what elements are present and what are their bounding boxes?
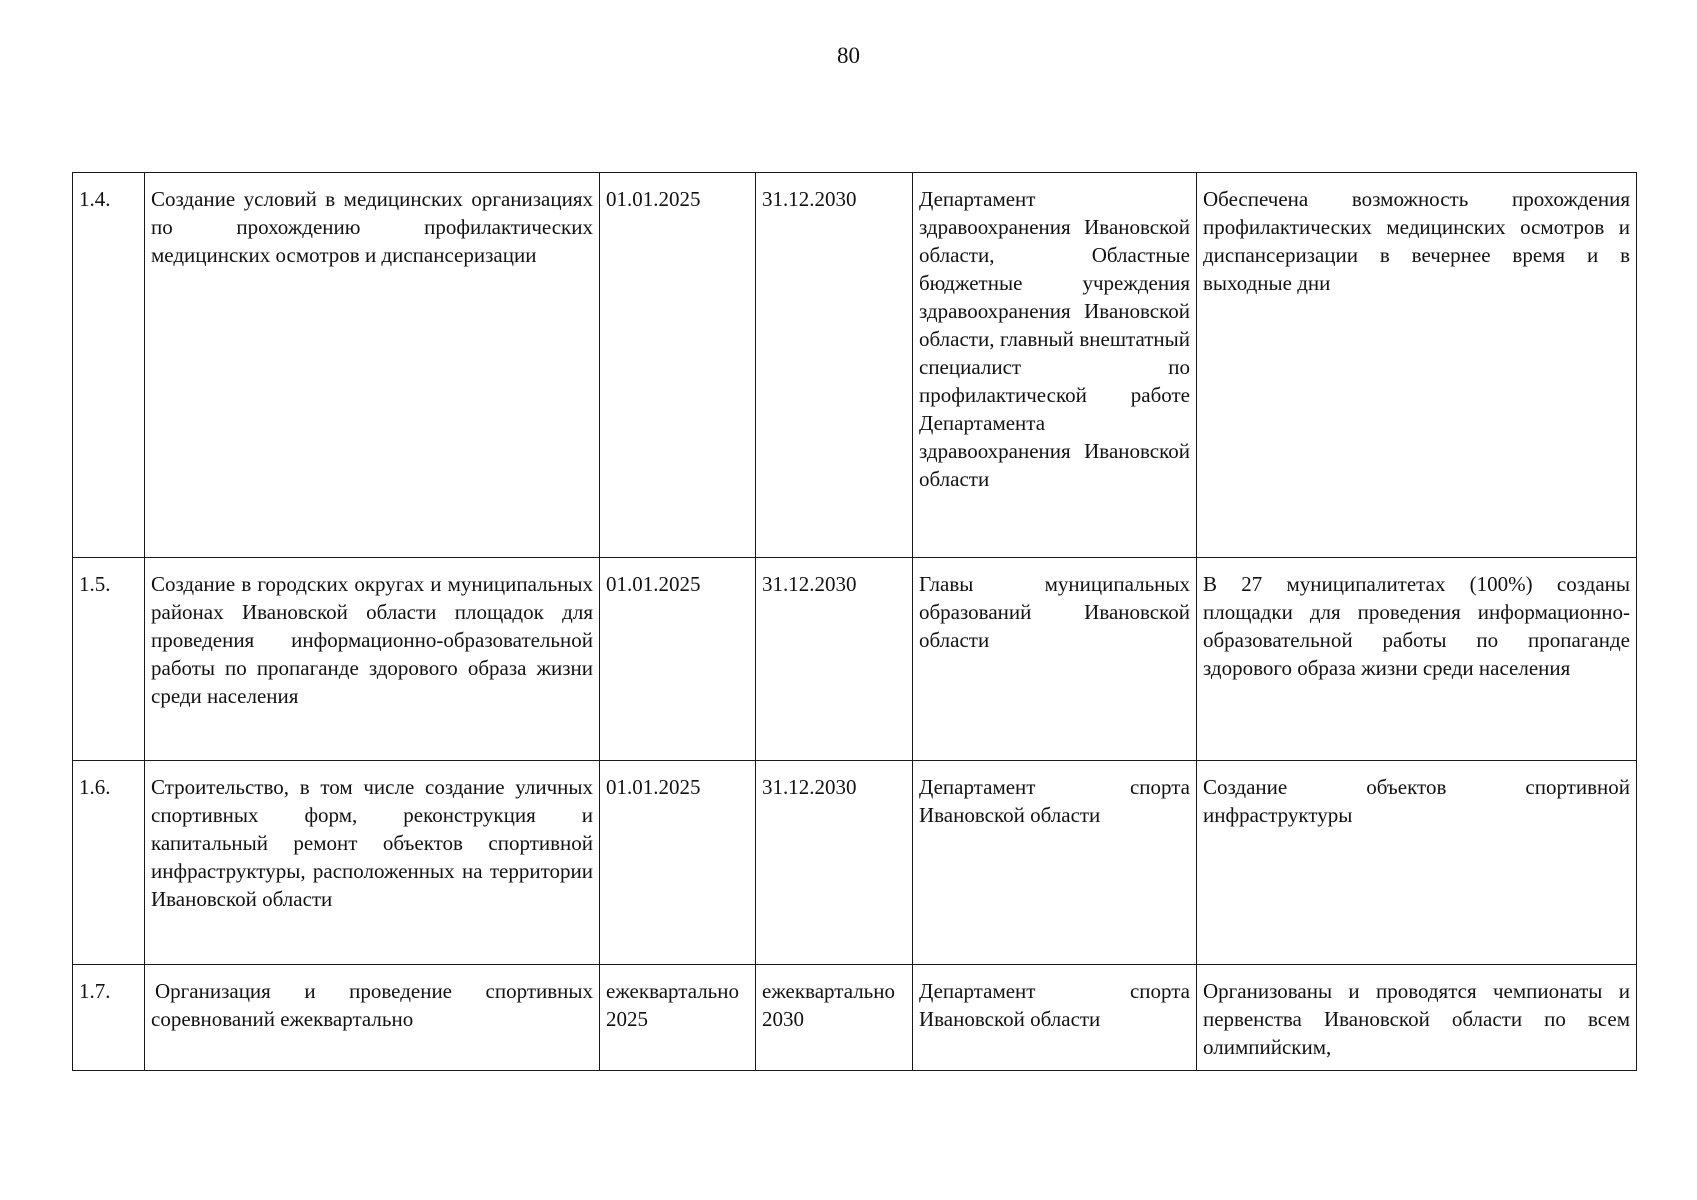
table-row bbox=[73, 965, 1637, 1071]
end-date: ежеквартально 2030 bbox=[756, 965, 913, 1071]
row-number: 1.5. bbox=[73, 558, 145, 761]
end-date: 31.12.2030 bbox=[756, 761, 913, 965]
expected-result: Обеспечена возможность прохождения профилактических медицинских осмотров и диспансеризации в вечернее время и в выходные дни bbox=[1197, 173, 1637, 558]
activities-table bbox=[72, 172, 1637, 1071]
row-number: 1.7. bbox=[73, 965, 145, 1071]
page-number: 80 bbox=[837, 43, 860, 68]
activity-name: Организация и проведение спортивных соревнований ежеквартально bbox=[145, 965, 600, 1071]
start-date: 01.01.2025 bbox=[600, 173, 756, 558]
table-row bbox=[73, 761, 1637, 965]
responsible-executor: Департамент спорта Ивановской области bbox=[913, 761, 1197, 965]
expected-result: В 27 муниципалитетах (100%) созданы площадки для проведения информационно-образовательной работы по пропаганде здорового образа жизни среди населения bbox=[1197, 558, 1637, 761]
start-date: 01.01.2025 bbox=[600, 558, 756, 761]
table-row bbox=[73, 558, 1637, 761]
end-date: 31.12.2030 bbox=[756, 173, 913, 558]
expected-result: Создание объектов спортивной инфраструктуры bbox=[1197, 761, 1637, 965]
activity-name: Создание в городских округах и муниципальных районах Ивановской области площадок для проведения информационно-образовательной работы по пропаганде здорового образа жизни среди населения bbox=[145, 558, 600, 761]
table-row bbox=[73, 173, 1637, 558]
activity-name: Создание условий в медицинских организациях по прохождению профилактических медицинских осмотров и диспансеризации bbox=[145, 173, 600, 558]
start-date: ежеквартально 2025 bbox=[600, 965, 756, 1071]
row-number: 1.4. bbox=[73, 173, 145, 558]
activity-name: Строительство, в том числе создание уличных спортивных форм, реконструкция и капитальный ремонт объектов спортивной инфраструктуры, расположенных на территории Ивановской области bbox=[145, 761, 600, 965]
responsible-executor: Департамент здравоохранения Ивановской области, Областные бюджетные учреждения здравоохранения Ивановской области, главный внештатный специалист по профилактической работе Департамента здравоохранения Ивановской области bbox=[913, 173, 1197, 558]
row-number: 1.6. bbox=[73, 761, 145, 965]
responsible-executor: Департамент спорта Ивановской области bbox=[913, 965, 1197, 1071]
expected-result: Организованы и проводятся чемпионаты и первенства Ивановской области по всем олимпийским, bbox=[1197, 965, 1637, 1071]
responsible-executor: Главы муниципальных образований Ивановской области bbox=[913, 558, 1197, 761]
end-date: 31.12.2030 bbox=[756, 558, 913, 761]
start-date: 01.01.2025 bbox=[600, 761, 756, 965]
